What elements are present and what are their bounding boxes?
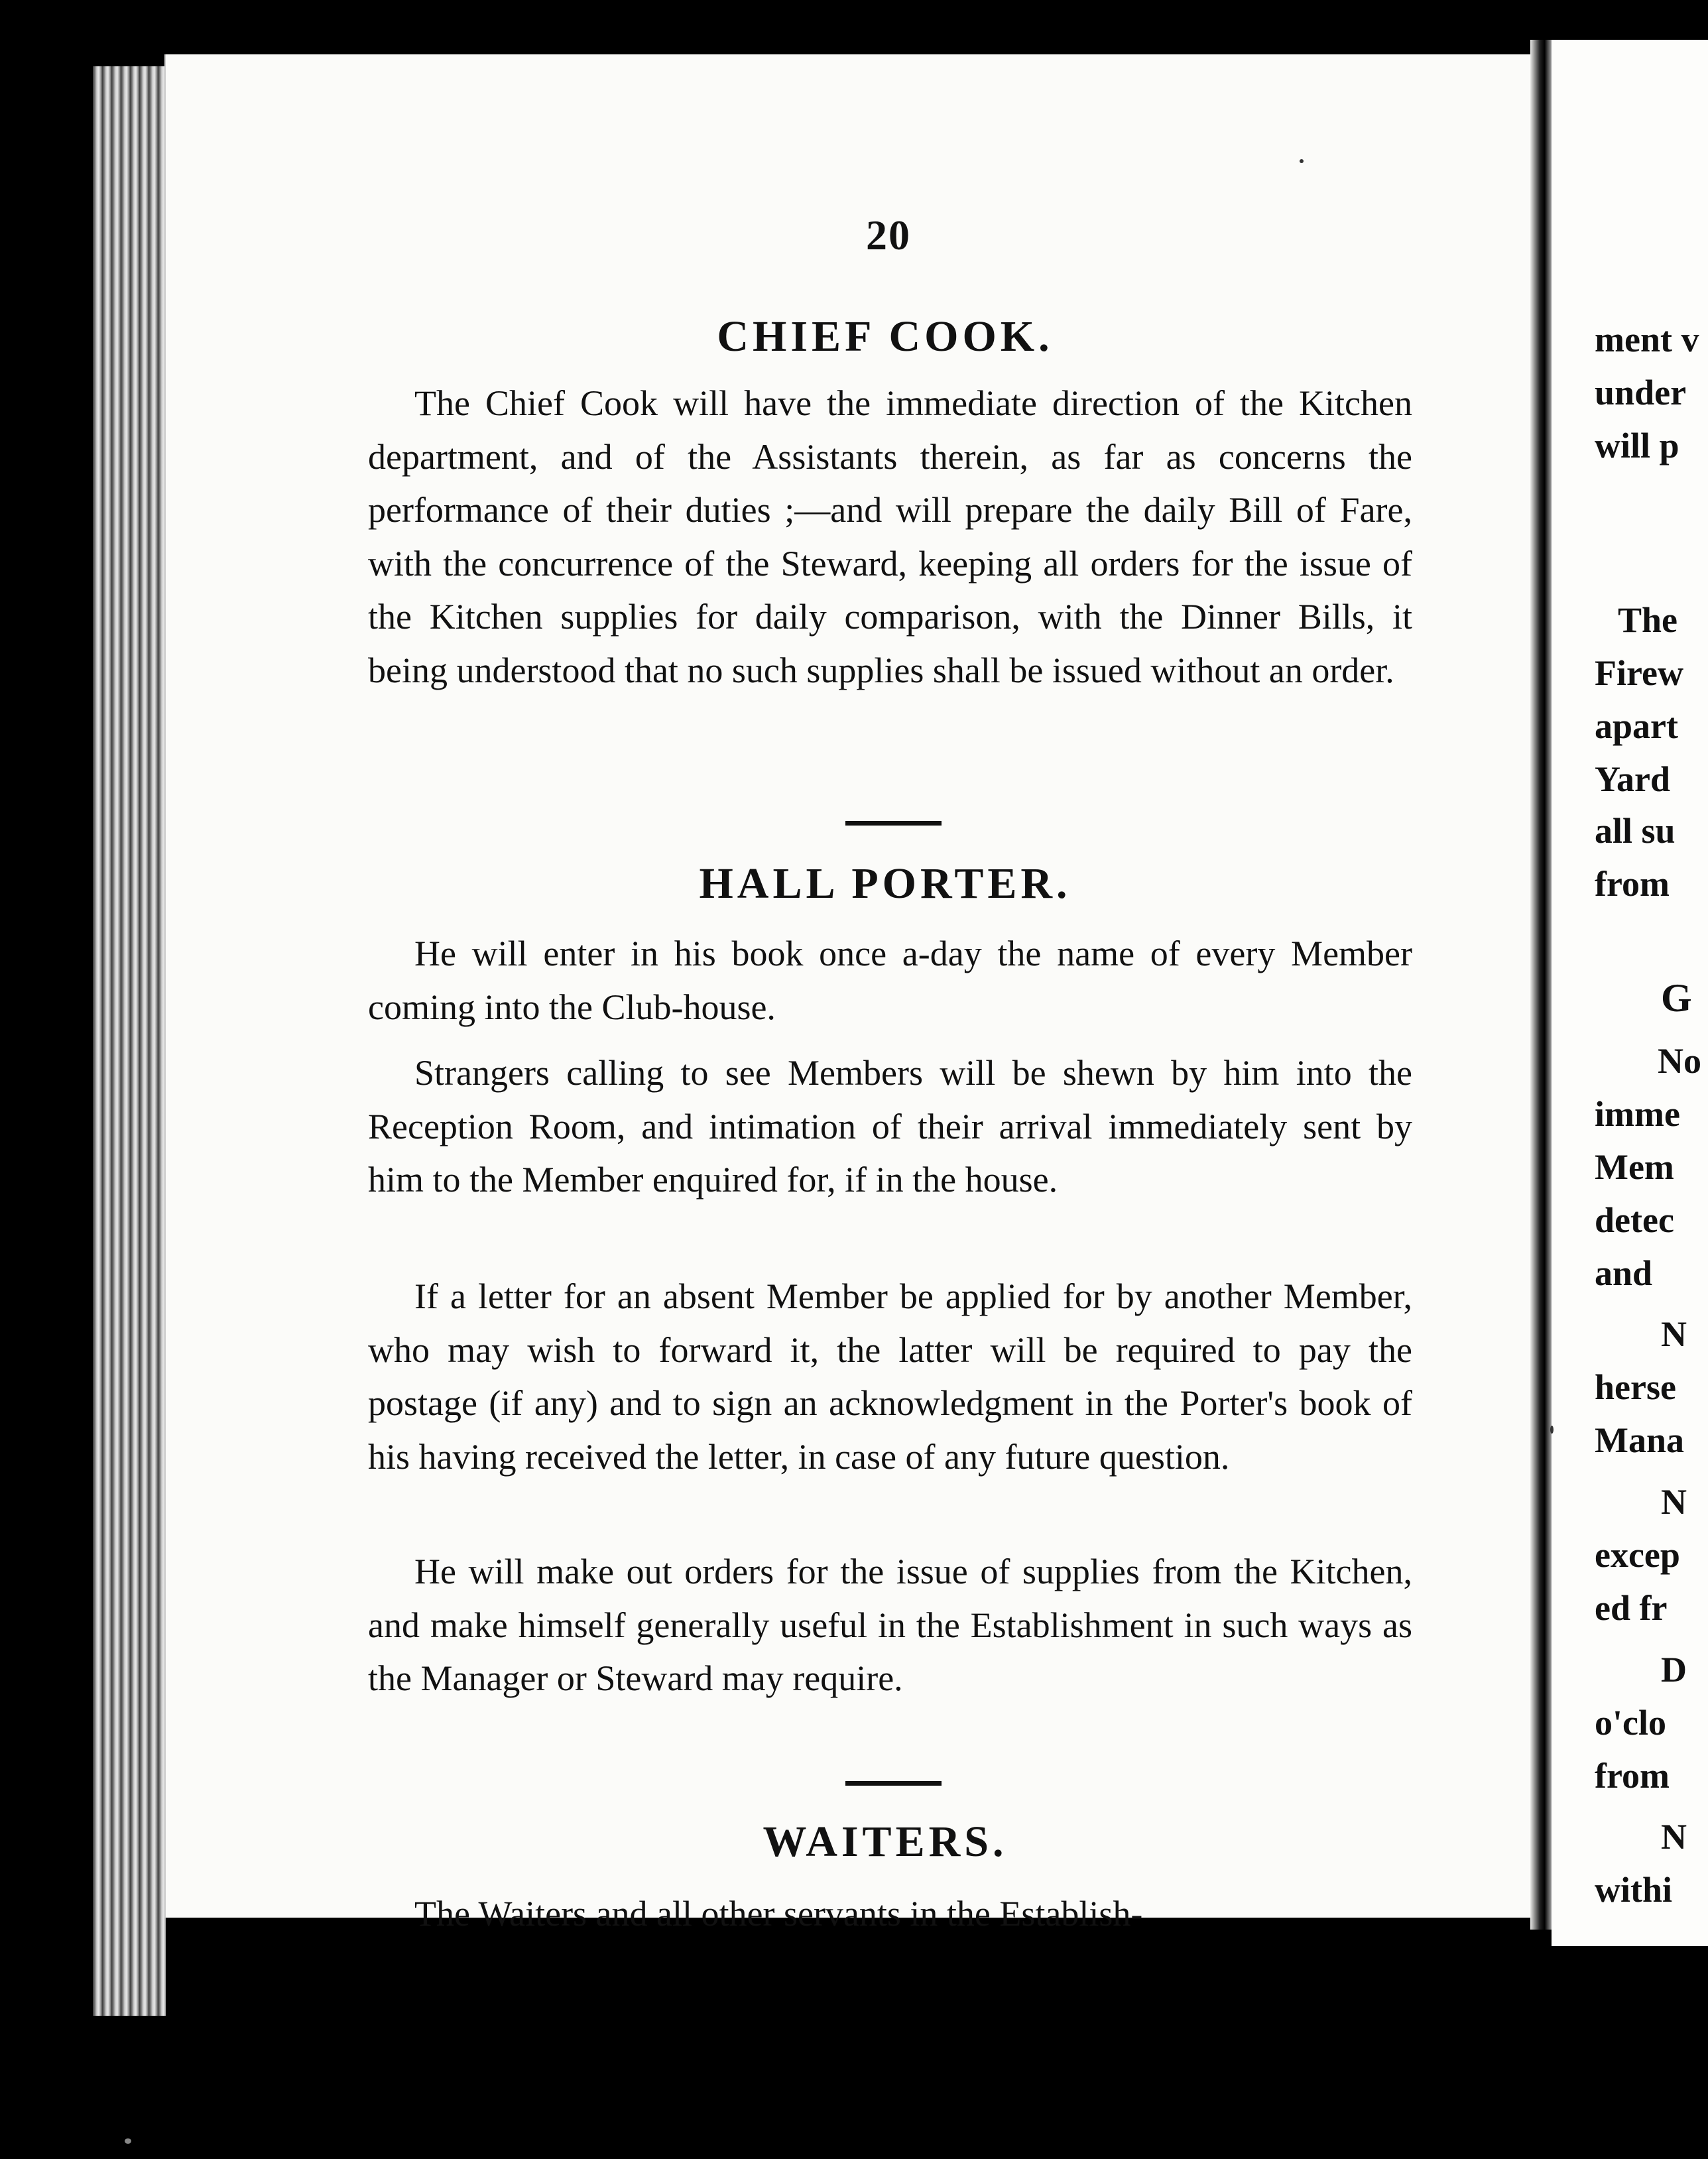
chief-cook-paragraph: The Chief Cook will have the immediate direction of the Kitchen department, and of the Assistants therein, as far as concerns the performance of their duties ;—and will prepare the daily Bill of Fare, with the concurrence of the Steward, keeping all orders for the issue of the Kitchen supplies for daily comparison, with the Dinner Bills, it being understood that no such supplies shall be issued without an order. [368, 383, 1412, 690]
right-page-fragment: detec [1595, 1200, 1674, 1240]
right-page-fragment: from [1595, 1756, 1670, 1796]
right-page-fragment: Mana [1595, 1420, 1684, 1460]
right-page-fragment: N [1661, 1314, 1687, 1354]
right-page-fragment: ment v [1595, 320, 1699, 359]
hall-porter-paragraph-4: He will make out orders for the issue of supplies from the Kitchen, and make himself generally useful in the Establishment in such ways as the Manager or Steward may require. [368, 1552, 1412, 1698]
right-page-fragment: D [1661, 1650, 1687, 1690]
section-title-chief-cook: CHIEF COOK. [717, 312, 1054, 361]
section-divider [845, 821, 942, 826]
section-title-hall-porter: HALL PORTER. [699, 859, 1071, 908]
hall-porter-paragraph-2: Strangers calling to see Members will be shewn by him into the Reception Room, and intimation of their arrival immediately sent by him to the Member enquired for, if in the house. [368, 1053, 1412, 1200]
right-page-fragment: N [1661, 1482, 1687, 1522]
section-divider [845, 1781, 942, 1786]
right-page-fragment: all su [1595, 811, 1676, 851]
book-page-edges [93, 66, 166, 2056]
right-page-fragment: and [1595, 1253, 1653, 1293]
page-number: 20 [866, 212, 911, 259]
scan-background-bottom [0, 2016, 1708, 2159]
right-page-fragment: herse [1595, 1367, 1676, 1407]
scan-speck [1300, 159, 1304, 163]
right-page-fragment: Firew [1595, 653, 1683, 693]
right-page-fragment: will p [1595, 426, 1679, 465]
hall-porter-paragraph-1: He will enter in his book once a-day the name of every Member coming into the Club-house. [368, 934, 1412, 1027]
right-page-fragment: excep [1595, 1535, 1680, 1575]
right-page-fragment: o'clo [1595, 1703, 1666, 1743]
right-page-fragment: No [1658, 1041, 1701, 1081]
right-page-fragment: Yard [1595, 759, 1671, 799]
right-page-fragment: The [1618, 600, 1678, 640]
section-title-waiters: WAITERS. [762, 1818, 1008, 1866]
right-page-fragment: Mem [1595, 1147, 1674, 1187]
right-page-fragment: N [1661, 1817, 1687, 1857]
right-page-fragment: ed fr [1595, 1588, 1668, 1628]
right-page-fragment: withi [1595, 1870, 1673, 1910]
right-page-fragment: from [1595, 864, 1670, 904]
right-page-fragment: G [1661, 976, 1692, 1020]
right-page-fragment: imme [1595, 1094, 1680, 1134]
hall-porter-paragraph-3: If a letter for an absent Member be applied for by another Member, who may wish to forward it, the latter will be required to pay the postage (if any) and to sign an acknowledgment in the Porter's book of his having received the letter, in case of any future question. [368, 1276, 1412, 1477]
right-page-fragment: under [1595, 373, 1687, 412]
book-gutter [1530, 40, 1554, 1930]
scan-speck [125, 2138, 131, 2144]
scan-speck [1550, 1426, 1554, 1434]
right-page-fragment: apart [1595, 706, 1678, 746]
waiters-paragraph: The Waiters and all other servants in the Establish- [414, 1894, 1143, 1934]
